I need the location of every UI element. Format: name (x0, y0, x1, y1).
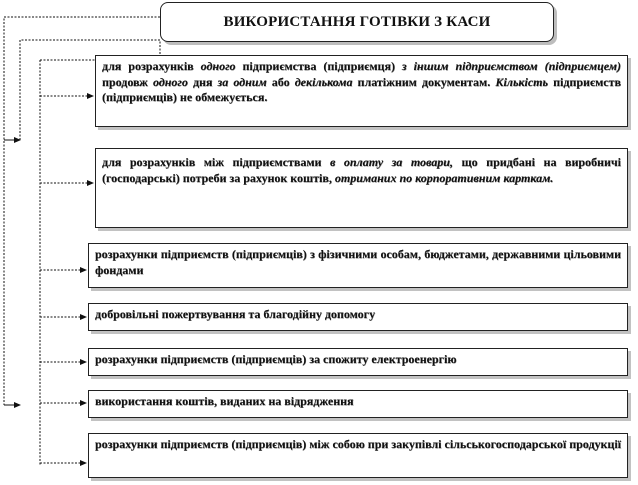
item-text-segment: одного (200, 59, 236, 73)
item-text-segment: Кількість (495, 74, 548, 89)
item-text-segment: або (266, 74, 295, 89)
item-text-segment: підприємства (підприємця) (235, 59, 402, 73)
item-text-segment: продовж (102, 74, 153, 89)
item-text-segment: в оплату за товари, (329, 155, 453, 169)
item-text-segment: декількома (294, 74, 353, 89)
item-box-1 (95, 55, 628, 127)
item-text-segment: за одним (217, 74, 267, 89)
item-text-segment: добровільні пожертвування та благодійну допомогу (95, 307, 376, 321)
item-text-segment: платіжним документам. (352, 74, 496, 89)
item-text-segment: дня (187, 74, 218, 89)
item-box-6 (88, 390, 628, 418)
item-box-2 (95, 148, 628, 228)
item-text-segment: отриманих по корпоративним карткам. (334, 170, 554, 185)
item-box-7 (88, 433, 628, 478)
item-text-segment: розрахунки підприємств (підприємців) з фізичними особам, бюджетами, державними цільовими фондами (95, 247, 621, 277)
item-text-segment: з іншим підприємством (підприємцем) (401, 59, 621, 73)
item-text-segment: для розрахунків (102, 59, 201, 73)
item-box-5 (88, 348, 628, 376)
item-text-segment: розрахунки підприємств (підприємців) за спожиту електроенергію (95, 352, 457, 366)
item-text-segment: розрахунки підприємств (підприємців) між собою при закупівлі сільськогосподарської продукції (95, 437, 622, 451)
item-text-segment: що придбані на виробничі (господарські) потреби за рахунок коштів, (102, 155, 621, 185)
item-text-segment: підприємств (підприємців) не обмежується. (102, 74, 621, 105)
item-box-3 (88, 243, 628, 288)
item-text-segment: для розрахунків між підприємствами (102, 155, 330, 169)
diagram-title: ВИКОРИСТАННЯ ГОТІВКИ З КАСИ (160, 2, 554, 42)
item-text-segment: використання коштів, виданих на відрядження (95, 394, 354, 408)
item-box-4 (88, 303, 628, 331)
item-text-segment: одного (152, 74, 188, 89)
